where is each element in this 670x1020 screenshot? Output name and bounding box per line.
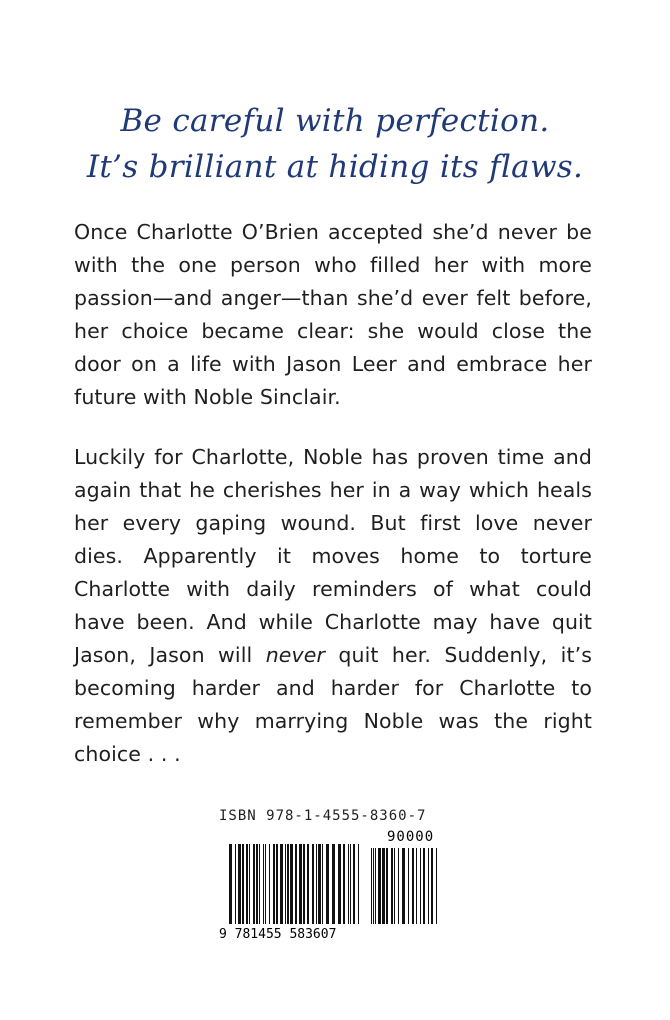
barcode-bar [412, 848, 414, 924]
barcode-bar [394, 848, 395, 924]
barcode-bar [431, 848, 433, 924]
barcode-bar [322, 844, 323, 924]
barcode-bar [402, 848, 405, 924]
blurb-paragraph-1: Once Charlotte O’Brien accepted she’d never be with the one person who filled her with more passion—and anger—than she’d ever felt before, her choice became clear: she would close the door on a life with Jason Leer and embrace her future with Noble Sinclair. [74, 220, 592, 409]
barcode-bar [420, 848, 421, 924]
barcode-bar [303, 844, 305, 924]
barcode-bar [373, 848, 374, 924]
barcode-bar [332, 844, 335, 924]
barcode-bar [229, 844, 232, 924]
paragraph-2-before: Luckily for Charlotte, Noble has proven time and again that he cherishes her in a way which heals her every gaping wound. But first love never dies. Apparently it moves home to torture Charlotte with daily reminders of what could have been. And while Charlotte may have quit Jason, Jason will [74, 445, 592, 667]
barcode-bar [299, 844, 302, 924]
barcode-bar [259, 844, 260, 924]
barcode-bar [265, 844, 266, 924]
barcode-bar [423, 848, 425, 924]
isbn-label: ISBN 978-1-4555-8360-7 [219, 808, 427, 824]
barcode-bar [307, 844, 309, 924]
paragraph-2-after: quit her. Suddenly, it’s becoming harder and harder for Charlotte to remember why marrying Noble was the right choice . . . [74, 643, 592, 766]
barcode-bar [382, 848, 385, 924]
barcode-bar [312, 844, 314, 924]
barcode-bar [290, 844, 293, 924]
barcode-bar [253, 844, 255, 924]
paragraph-2-emphasis: never [265, 643, 325, 667]
barcode-bar [246, 844, 248, 924]
barcode-bar [428, 848, 429, 924]
barcode-bar [398, 848, 399, 924]
barcode-bar [378, 848, 381, 924]
barcode-bar [242, 844, 244, 924]
ean-digits: 9 781455 583607 [219, 927, 337, 942]
barcode-bar [276, 844, 278, 924]
barcode-bar [338, 844, 341, 924]
barcode-bar [391, 848, 393, 924]
barcode-bar [287, 844, 289, 924]
barcode-bar [235, 844, 236, 924]
barcode-bar [353, 844, 355, 924]
barcode-bar [343, 844, 345, 924]
barcode-bar [326, 844, 329, 924]
barcode-bar [263, 844, 264, 924]
barcode-bar [285, 844, 286, 924]
barcode-bar [249, 844, 250, 924]
barcode-bar [269, 844, 270, 924]
barcode-bar [295, 844, 297, 924]
barcode-bar [316, 844, 317, 924]
blurb-paragraph-2 [74, 441, 592, 771]
barcode-bar [416, 848, 417, 924]
barcode-bar [256, 844, 258, 924]
barcode-bar [408, 848, 409, 924]
barcode-bar [348, 844, 349, 924]
tagline-line-2: It’s brilliant at hiding its flaws. [86, 149, 584, 185]
barcode-bar [371, 848, 372, 924]
barcode-bar [318, 844, 321, 924]
addon-bars [371, 848, 437, 924]
barcode-block [219, 808, 439, 942]
tagline-line-1: Be careful with perfection. [120, 103, 550, 139]
tagline [0, 98, 670, 190]
barcode-bar [280, 844, 283, 924]
barcode-bar [375, 848, 376, 924]
price-code: 90000 [387, 830, 435, 845]
barcode-bar [350, 844, 351, 924]
barcode-bar [358, 844, 359, 924]
barcode-bar [436, 848, 437, 924]
ean-bars [229, 844, 359, 924]
barcode-graphic [219, 830, 439, 942]
barcode-bar [386, 848, 388, 924]
barcode-bar [238, 844, 241, 924]
barcode-bar [273, 844, 275, 924]
